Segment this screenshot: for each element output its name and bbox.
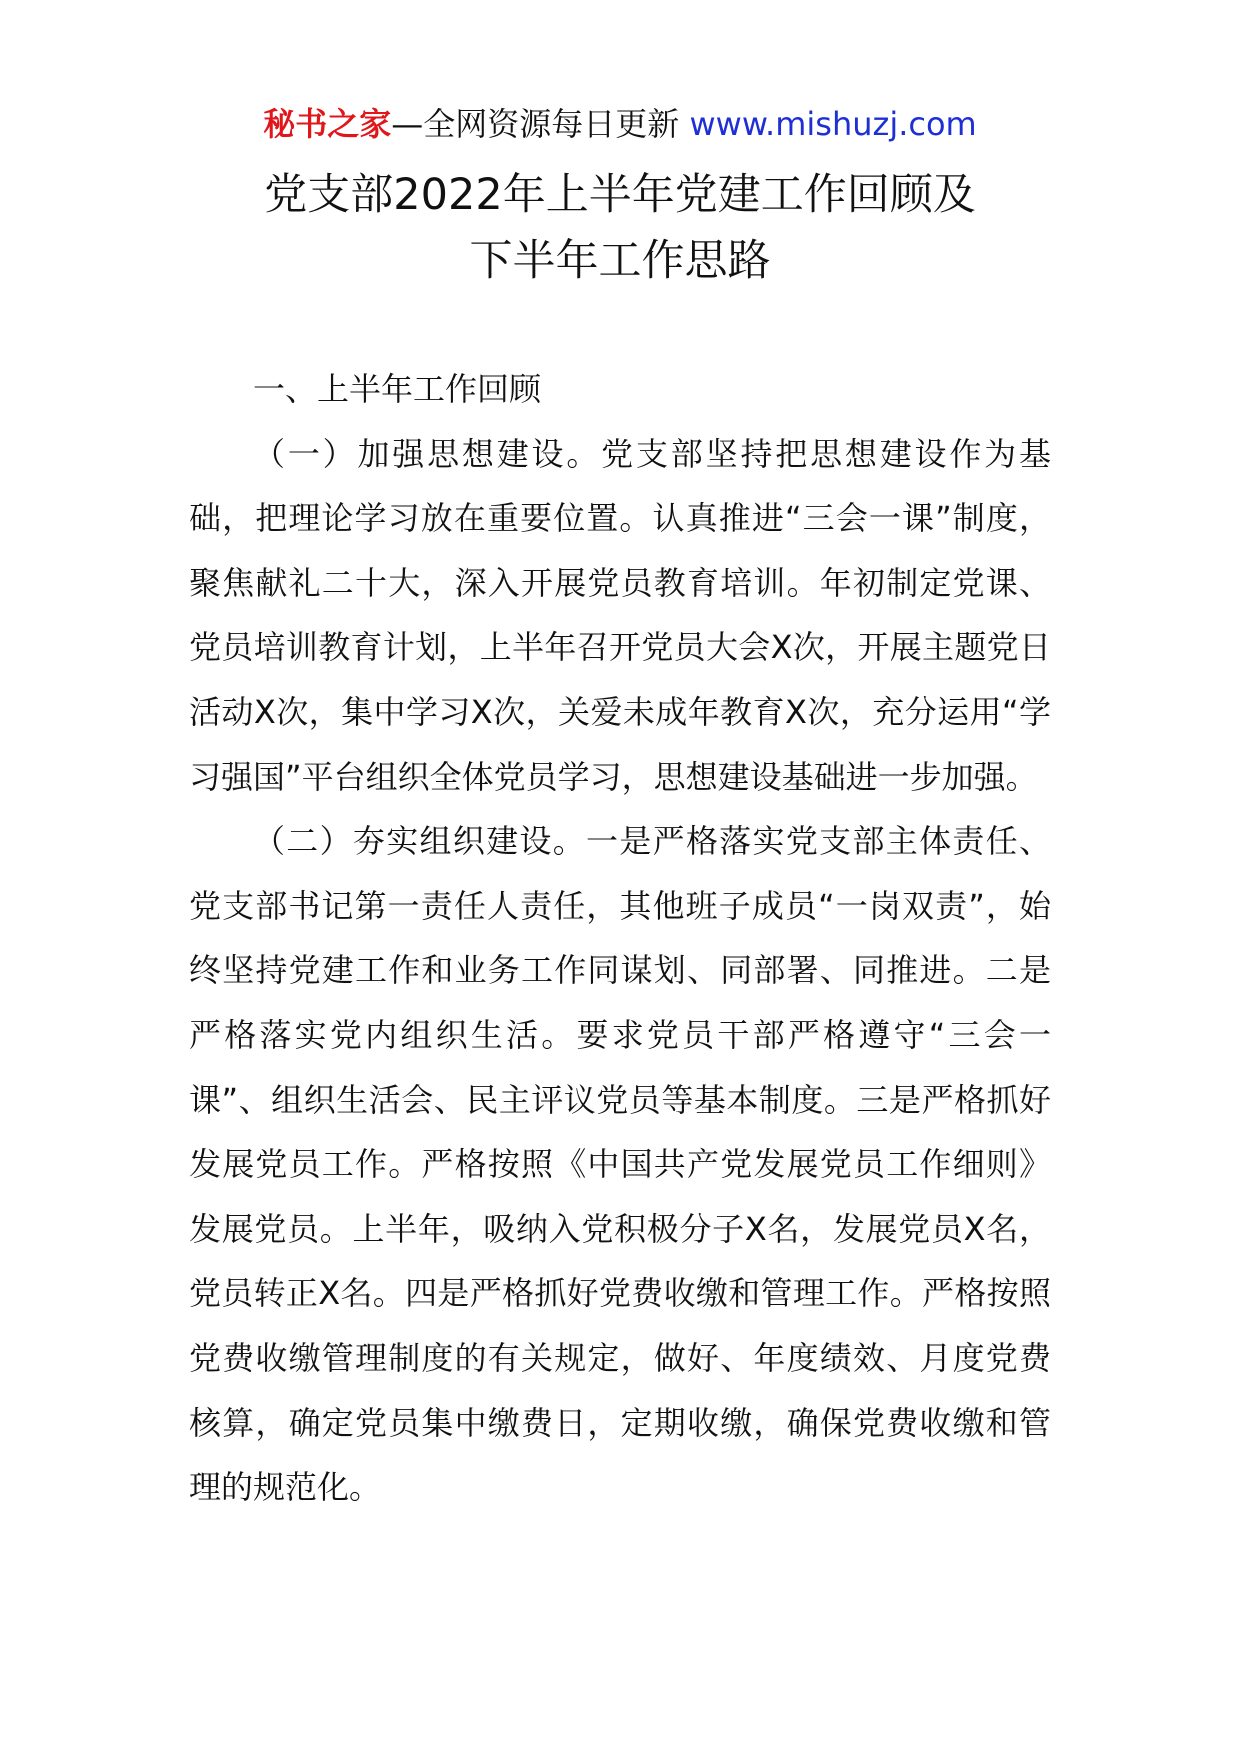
header-slogan: —全网资源每日更新	[391, 105, 680, 143]
document-body	[189, 357, 1051, 1520]
site-header	[0, 100, 1240, 148]
paragraph-ideological-building: （一）加强思想建设。党支部坚持把思想建设作为基础，把理论学习放在重要位置。认真推进“三会一课”制度，聚焦献礼二十大，深入开展党员教育培训。年初制定党课、党员培训教育计划，上半年召开党员大会X次，开展主题党日活动X次，集中学习X次，关爱未成年教育X次，充分运用“学习强国”平台组织全体党员学习，思想建设基础进一步加强。	[189, 434, 1051, 796]
website-link[interactable]: www.mishuzj.com	[689, 105, 977, 143]
title-line-1: 党支部2022年上半年党建工作回顾及	[264, 170, 976, 220]
paragraph-organizational-building: （二）夯实组织建设。一是严格落实党支部主体责任、党支部书记第一责任人责任，其他班子成员“一岗双责”，始终坚持党建工作和业务工作同谋划、同部署、同推进。二是严格落实党内组织生活。要求党员干部严格遵守“三会一课”、组织生活会、民主评议党员等基本制度。三是严格抓好发展党员工作。严格按照《中国共产党发展党员工作细则》发展党员。上半年，吸纳入党积极分子X名，发展党员X名，党员转正X名。四是严格抓好党费收缴和管理工作。严格按照党费收缴管理制度的有关规定，做好、年度绩效、月度党费核算，确定党员集中缴费日，定期收缴，确保党费收缴和管理的规范化。	[189, 822, 1051, 1507]
brand-name: 秘书之家	[263, 105, 392, 143]
title-line-2: 下半年工作思路	[469, 236, 771, 286]
document-title	[0, 162, 1240, 294]
section-heading-1: 一、上半年工作回顾	[253, 370, 542, 408]
